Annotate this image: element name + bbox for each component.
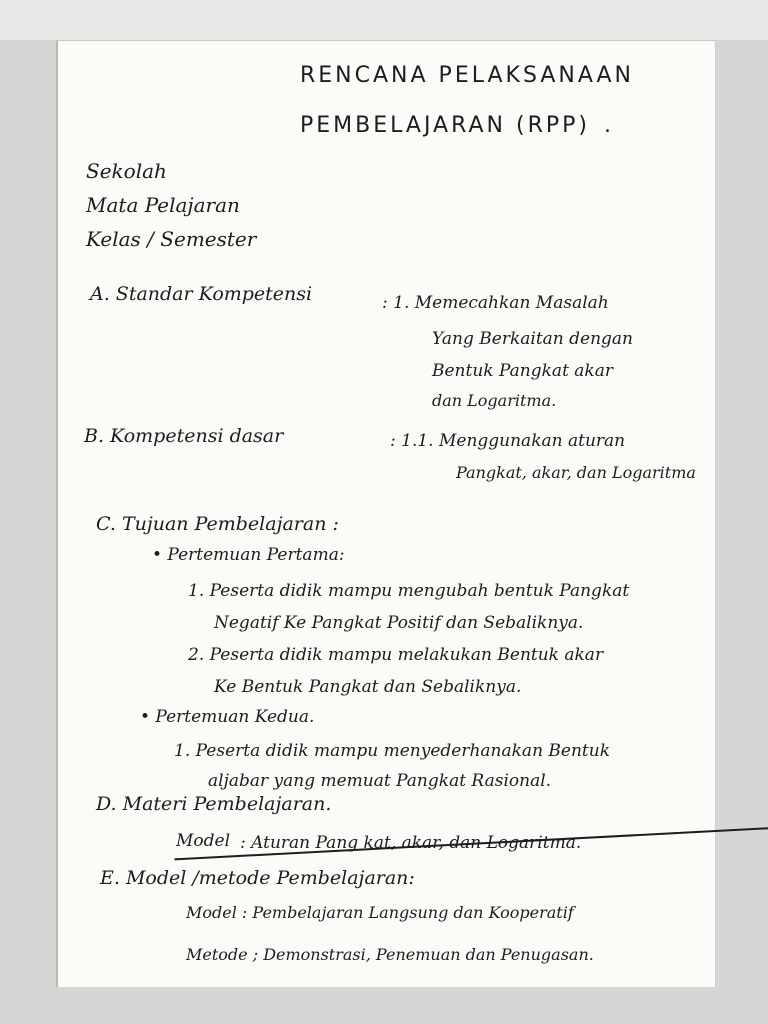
section-d-struck-word: Model bbox=[176, 831, 768, 851]
meeting-1-item-1-line-1: 1. Peserta didik mampu mengubah bentuk Pangkat bbox=[188, 581, 630, 601]
section-a-line-3: Bentuk Pangkat akar bbox=[432, 361, 613, 381]
meeting-1-item-2-line-1: 2. Peserta didik mampu melakukan Bentuk akar bbox=[188, 645, 604, 665]
section-d-content: : Aturan Pang kat, akar, dan Logaritma. bbox=[240, 833, 582, 853]
label-kelas-semester: Kelas / Semester bbox=[86, 227, 257, 251]
label-mata-pelajaran: Mata Pelajaran bbox=[86, 193, 240, 217]
label-sekolah: Sekolah bbox=[86, 159, 167, 183]
title-line-1: RENCANA PELAKSANAAN bbox=[300, 63, 635, 88]
section-e-label: E. Model /metode Pembelajaran: bbox=[100, 867, 415, 889]
section-d-label: D. Materi Pembelajaran. bbox=[96, 793, 332, 815]
meeting-2-item-1-line-2: aljabar yang memuat Pangkat Rasional. bbox=[208, 771, 552, 791]
meeting-2-label: • Pertemuan Kedua. bbox=[140, 707, 315, 727]
section-a-line-4: dan Logaritma. bbox=[432, 391, 557, 410]
meeting-1-item-2-line-2: Ke Bentuk Pangkat dan Sebaliknya. bbox=[214, 677, 522, 697]
section-a-line-1: : 1. Memecahkan Masalah bbox=[382, 293, 609, 313]
section-c-label: C. Tujuan Pembelajaran : bbox=[96, 513, 339, 535]
scan-background bbox=[0, 0, 768, 40]
section-b-label: B. Kompetensi dasar bbox=[84, 425, 284, 447]
section-b-line-1: : 1.1. Menggunakan aturan bbox=[390, 431, 626, 451]
title-line-2: PEMBELAJARAN (RPP) bbox=[300, 113, 590, 138]
meeting-1-label: • Pertemuan Pertama: bbox=[152, 545, 345, 565]
meeting-1-item-1-line-2: Negatif Ke Pangkat Positif dan Sebaliknya. bbox=[214, 613, 584, 633]
section-e-metode: Metode ; Demonstrasi, Penemuan dan Penugasan. bbox=[186, 945, 594, 964]
handwritten-page bbox=[56, 40, 716, 987]
section-a-line-2: Yang Berkaitan dengan bbox=[432, 329, 634, 349]
section-e-model: Model : Pembelajaran Langsung dan Kooperatif bbox=[186, 903, 574, 922]
section-a-label: A. Standar Kompetensi bbox=[90, 283, 313, 305]
title-dot: . bbox=[604, 113, 614, 138]
section-b-line-2: Pangkat, akar, dan Logaritma bbox=[456, 463, 696, 482]
meeting-2-item-1-line-1: 1. Peserta didik mampu menyederhanakan Bentuk bbox=[174, 741, 610, 761]
